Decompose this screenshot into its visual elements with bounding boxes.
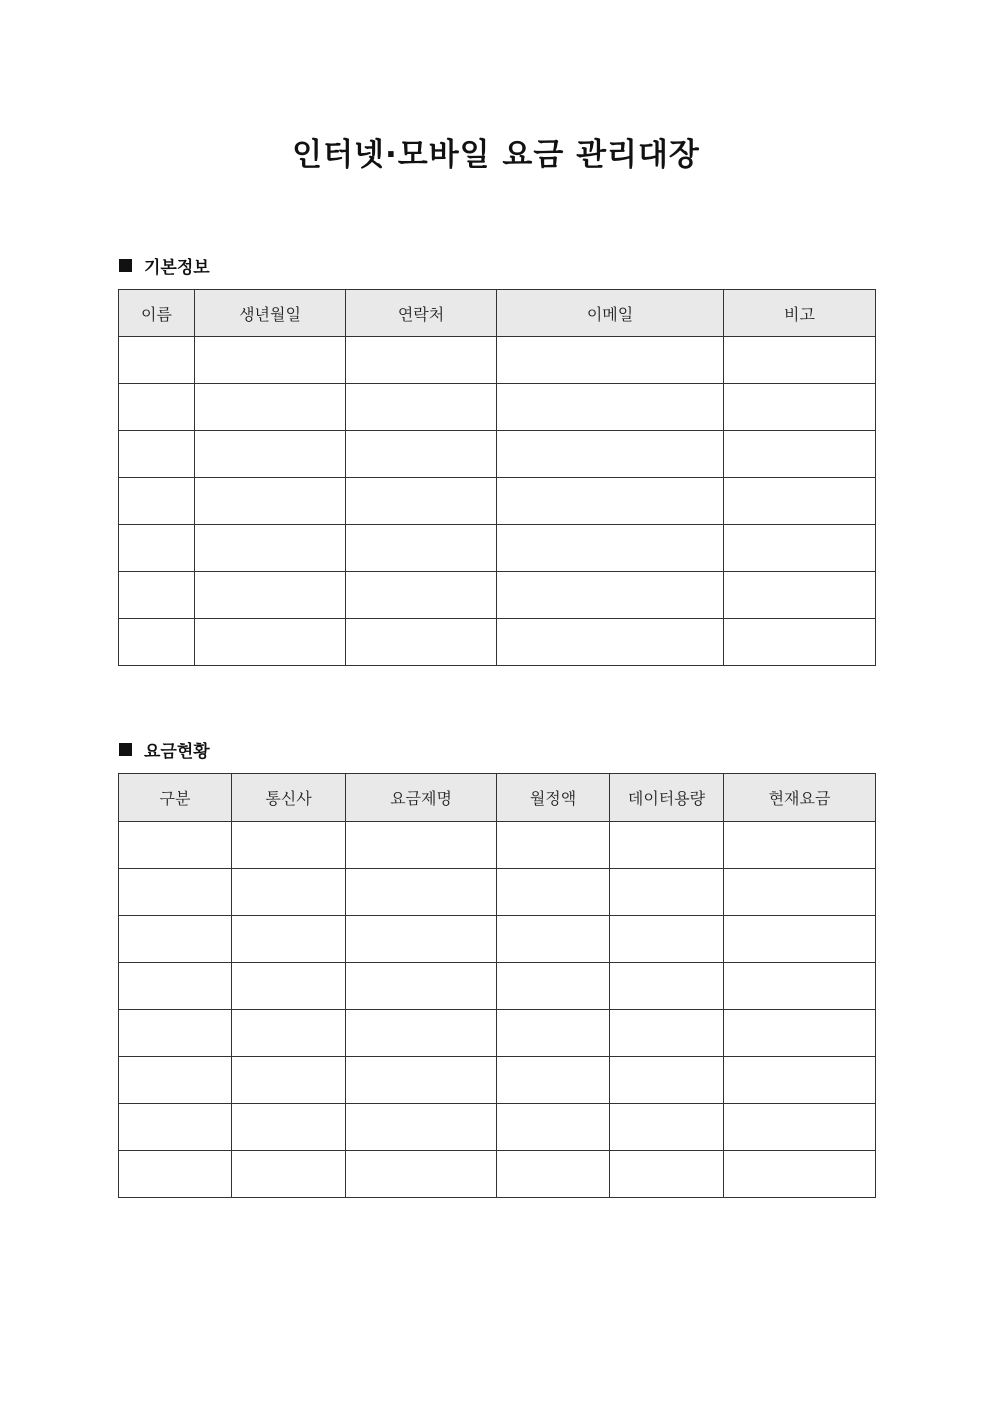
- table-cell[interactable]: [724, 1151, 876, 1198]
- table-header-row: [119, 290, 876, 337]
- table-cell[interactable]: [346, 869, 497, 916]
- table-row: [119, 1151, 876, 1198]
- table-cell[interactable]: [724, 822, 876, 869]
- square-bullet-icon: [119, 743, 132, 756]
- table-cell[interactable]: [119, 1151, 232, 1198]
- table-cell[interactable]: [232, 1104, 346, 1151]
- table-cell[interactable]: [724, 431, 876, 478]
- table-cell[interactable]: [346, 822, 497, 869]
- table-cell[interactable]: [119, 1010, 232, 1057]
- table-row: [119, 822, 876, 869]
- fee-status-table-body: [119, 822, 876, 1198]
- table-cell[interactable]: [724, 963, 876, 1010]
- table-cell[interactable]: [497, 1104, 610, 1151]
- table-cell[interactable]: [119, 478, 195, 525]
- table-header-row: [119, 774, 876, 822]
- table-cell[interactable]: [195, 572, 346, 619]
- table-cell[interactable]: [724, 1104, 876, 1151]
- table-row: [119, 1010, 876, 1057]
- table-cell[interactable]: [346, 916, 497, 963]
- table-row: [119, 619, 876, 666]
- table-cell[interactable]: [724, 916, 876, 963]
- table-cell[interactable]: [119, 963, 232, 1010]
- table-row: [119, 1057, 876, 1104]
- column-header-carrier: 통신사: [232, 774, 346, 822]
- table-cell[interactable]: [497, 384, 724, 431]
- table-cell[interactable]: [724, 384, 876, 431]
- section-heading-label: 기본정보: [144, 257, 210, 278]
- table-cell[interactable]: [497, 572, 724, 619]
- table-cell[interactable]: [610, 1151, 724, 1198]
- table-cell[interactable]: [119, 525, 195, 572]
- column-header-plan-name: 요금제명: [346, 774, 497, 822]
- column-header-monthly-fee: 월정액: [497, 774, 610, 822]
- table-cell[interactable]: [346, 384, 497, 431]
- table-cell[interactable]: [610, 1104, 724, 1151]
- table-cell[interactable]: [119, 1104, 232, 1151]
- table-cell[interactable]: [232, 1057, 346, 1104]
- column-header-contact: 연락처: [346, 290, 497, 337]
- table-cell[interactable]: [119, 431, 195, 478]
- table-cell[interactable]: [724, 478, 876, 525]
- table-cell[interactable]: [119, 572, 195, 619]
- table-cell[interactable]: [346, 525, 497, 572]
- table-cell[interactable]: [724, 572, 876, 619]
- table-row: [119, 963, 876, 1010]
- table-cell[interactable]: [232, 822, 346, 869]
- table-cell[interactable]: [724, 525, 876, 572]
- table-cell[interactable]: [195, 619, 346, 666]
- column-header-name: 이름: [119, 290, 195, 337]
- table-row: [119, 572, 876, 619]
- table-row: [119, 478, 876, 525]
- table-cell[interactable]: [346, 1104, 497, 1151]
- table-cell[interactable]: [346, 337, 497, 384]
- table-cell[interactable]: [232, 1151, 346, 1198]
- table-cell[interactable]: [724, 619, 876, 666]
- column-header-email: 이메일: [497, 290, 724, 337]
- table-cell[interactable]: [724, 869, 876, 916]
- section-heading-label: 요금현황: [144, 741, 210, 762]
- table-cell[interactable]: [119, 337, 195, 384]
- table-cell[interactable]: [232, 869, 346, 916]
- column-header-current-fee: 현재요금: [724, 774, 876, 822]
- table-cell[interactable]: [119, 1057, 232, 1104]
- column-header-birthdate: 생년월일: [195, 290, 346, 337]
- table-cell[interactable]: [346, 963, 497, 1010]
- table-row: [119, 337, 876, 384]
- table-cell[interactable]: [232, 1010, 346, 1057]
- table-cell[interactable]: [346, 1151, 497, 1198]
- table-cell[interactable]: [232, 916, 346, 963]
- table-cell[interactable]: [346, 478, 497, 525]
- table-cell[interactable]: [497, 337, 724, 384]
- table-cell[interactable]: [497, 478, 724, 525]
- section-heading-fee-status: [119, 737, 210, 761]
- table-cell[interactable]: [346, 1057, 497, 1104]
- table-row: [119, 431, 876, 478]
- table-cell[interactable]: [119, 916, 232, 963]
- column-header-data-allowance: 데이터용량: [610, 774, 724, 822]
- table-cell[interactable]: [610, 916, 724, 963]
- table-cell[interactable]: [497, 1010, 610, 1057]
- table-row: [119, 1104, 876, 1151]
- table-cell[interactable]: [195, 384, 346, 431]
- table-cell[interactable]: [497, 916, 610, 963]
- table-cell[interactable]: [346, 572, 497, 619]
- table-cell[interactable]: [232, 963, 346, 1010]
- table-cell[interactable]: [724, 1010, 876, 1057]
- table-cell[interactable]: [497, 1151, 610, 1198]
- basic-info-table: [118, 289, 876, 666]
- table-row: [119, 384, 876, 431]
- page-title: 인터넷·모바일 요금 관리대장: [292, 137, 700, 173]
- square-bullet-icon: [119, 259, 132, 272]
- table-cell[interactable]: [195, 525, 346, 572]
- table-cell[interactable]: [610, 1010, 724, 1057]
- fee-status-table: [118, 773, 876, 1198]
- table-cell[interactable]: [195, 478, 346, 525]
- table-cell[interactable]: [119, 384, 195, 431]
- table-cell[interactable]: [610, 1057, 724, 1104]
- table-cell[interactable]: [497, 619, 724, 666]
- table-cell[interactable]: [610, 869, 724, 916]
- table-cell[interactable]: [497, 822, 610, 869]
- table-row: [119, 916, 876, 963]
- table-cell[interactable]: [346, 431, 497, 478]
- table-cell[interactable]: [346, 1010, 497, 1057]
- table-row: [119, 869, 876, 916]
- table-cell[interactable]: [497, 869, 610, 916]
- table-cell[interactable]: [119, 619, 195, 666]
- section-heading-basic-info: [119, 253, 210, 277]
- table-cell[interactable]: [610, 963, 724, 1010]
- column-header-note: 비고: [724, 290, 876, 337]
- table-cell[interactable]: [497, 1057, 610, 1104]
- table-row: [119, 525, 876, 572]
- table-cell[interactable]: [346, 619, 497, 666]
- table-cell[interactable]: [610, 822, 724, 869]
- column-header-category: 구분: [119, 774, 232, 822]
- table-cell[interactable]: [724, 1057, 876, 1104]
- table-cell[interactable]: [497, 525, 724, 572]
- table-cell[interactable]: [119, 822, 232, 869]
- table-cell[interactable]: [119, 869, 232, 916]
- table-cell[interactable]: [195, 431, 346, 478]
- basic-info-table-body: [119, 337, 876, 666]
- table-cell[interactable]: [724, 337, 876, 384]
- table-cell[interactable]: [195, 337, 346, 384]
- table-cell[interactable]: [497, 431, 724, 478]
- table-cell[interactable]: [497, 963, 610, 1010]
